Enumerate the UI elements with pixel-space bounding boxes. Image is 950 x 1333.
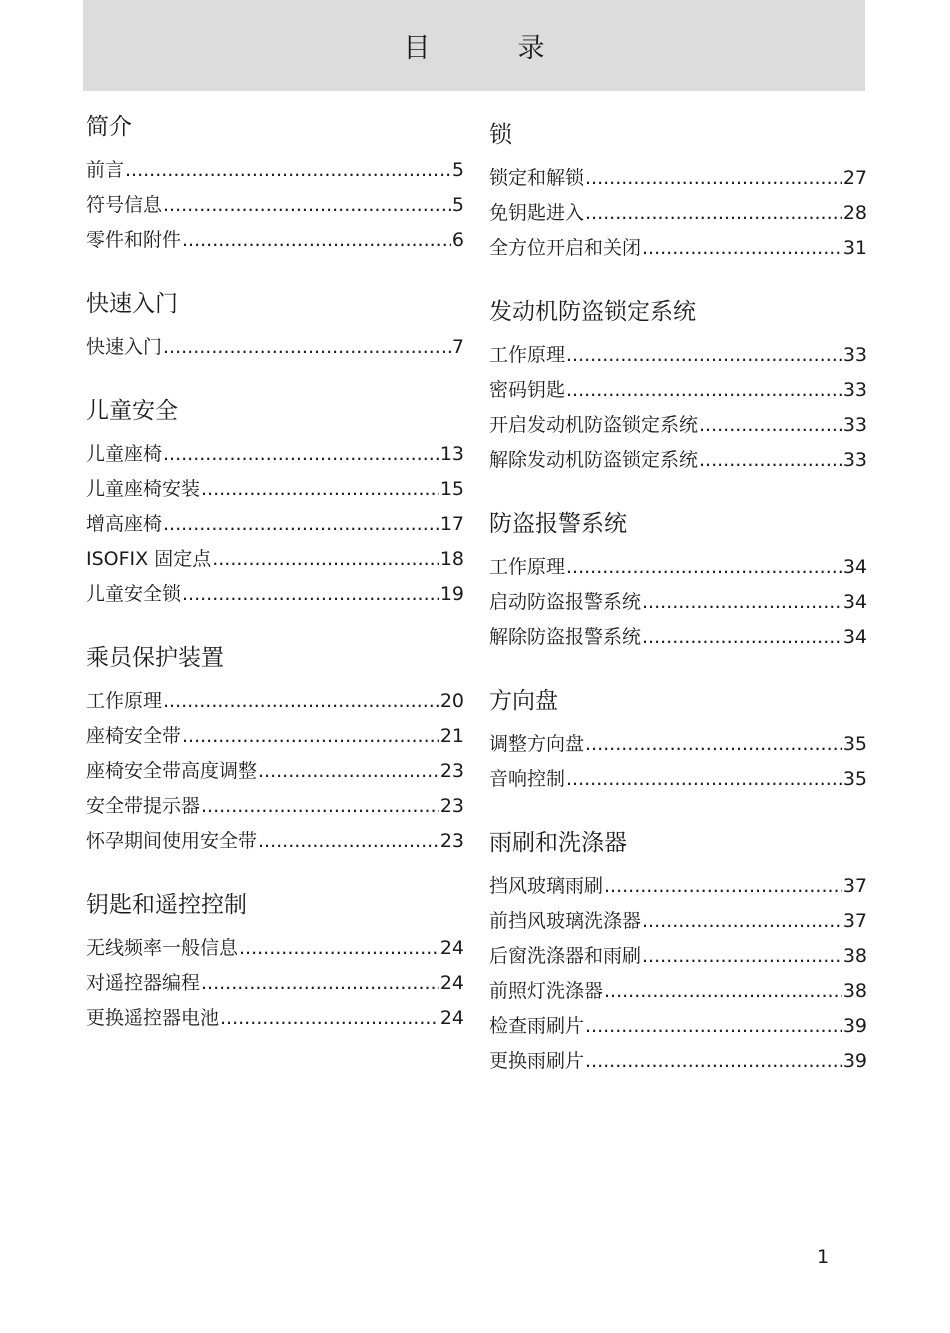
toc-section xyxy=(86,289,464,358)
toc-title: 目 录 xyxy=(403,33,575,64)
toc-entry[interactable] xyxy=(489,154,867,189)
toc-entry-label: 调整方向盘 xyxy=(489,733,585,755)
toc-entry-label: ISOFIX 固定点 xyxy=(86,548,212,570)
toc-section xyxy=(489,120,867,259)
toc-entry-page: 35 xyxy=(842,768,867,790)
toc-entry-page: 37 xyxy=(842,910,867,932)
toc-entry-label: 后窗洗涤器和雨刷 xyxy=(489,945,642,967)
toc-entry-page: 38 xyxy=(842,980,867,1002)
toc-entry-label: 更换遥控器电池 xyxy=(86,1007,220,1029)
toc-entry[interactable] xyxy=(86,782,464,817)
dot-leader xyxy=(163,690,439,712)
toc-entry-page: 5 xyxy=(451,159,464,181)
dot-leader xyxy=(699,414,842,436)
dot-leader xyxy=(182,583,439,605)
toc-entry-label: 工作原理 xyxy=(489,556,566,578)
toc-entry[interactable] xyxy=(489,224,867,259)
toc-entry[interactable] xyxy=(86,924,464,959)
dot-leader xyxy=(201,795,439,817)
page-number: 1 xyxy=(817,1246,830,1268)
section-title: 钥匙和遥控控制 xyxy=(86,892,247,918)
section-title: 发动机防盗锁定系统 xyxy=(489,299,696,325)
section-title: 儿童安全 xyxy=(86,398,178,424)
toc-entry-label: 密码钥匙 xyxy=(489,379,566,401)
dot-leader xyxy=(163,443,439,465)
dot-leader xyxy=(182,725,439,747)
toc-entry[interactable] xyxy=(489,543,867,578)
toc-entry-page: 21 xyxy=(439,725,464,747)
toc-entry[interactable] xyxy=(86,712,464,747)
toc-entry-label: 开启发动机防盗锁定系统 xyxy=(489,414,699,436)
toc-entry-page: 35 xyxy=(842,733,867,755)
toc-entry[interactable] xyxy=(86,465,464,500)
toc-section xyxy=(489,828,867,1072)
toc-entry[interactable] xyxy=(86,994,464,1029)
toc-entry[interactable] xyxy=(86,677,464,712)
toc-entry-label: 无线频率一般信息 xyxy=(86,937,239,959)
dot-leader xyxy=(585,202,842,224)
toc-entry-page: 23 xyxy=(439,760,464,782)
toc-entry-page: 28 xyxy=(842,202,867,224)
toc-entry-page: 6 xyxy=(451,229,464,251)
toc-entry[interactable] xyxy=(86,216,464,251)
section-title: 快速入门 xyxy=(86,291,178,317)
dot-leader xyxy=(604,875,842,897)
dot-leader xyxy=(201,478,439,500)
toc-entry-label: 前照灯洗涤器 xyxy=(489,980,604,1002)
dot-leader xyxy=(220,1007,439,1029)
toc-entry-page: 15 xyxy=(439,478,464,500)
toc-entry-label: 座椅安全带高度调整 xyxy=(86,760,258,782)
toc-entry-page: 34 xyxy=(842,556,867,578)
section-title: 防盗报警系统 xyxy=(489,511,627,537)
toc-entry-label: 前挡风玻璃洗涤器 xyxy=(489,910,642,932)
toc-section xyxy=(489,509,867,648)
toc-entry[interactable] xyxy=(86,181,464,216)
toc-entry-label: 免钥匙进入 xyxy=(489,202,585,224)
dot-leader xyxy=(566,556,842,578)
toc-entry-page: 27 xyxy=(842,167,867,189)
dot-leader xyxy=(642,626,842,648)
toc-entry[interactable] xyxy=(86,430,464,465)
toc-title-bar xyxy=(83,0,865,91)
toc-section xyxy=(489,686,867,790)
toc-entry[interactable] xyxy=(489,755,867,790)
section-title: 方向盘 xyxy=(489,688,558,714)
toc-entry[interactable] xyxy=(489,578,867,613)
dot-leader xyxy=(258,760,439,782)
toc-section xyxy=(86,643,464,852)
toc-entry[interactable] xyxy=(86,535,464,570)
toc-entry-page: 34 xyxy=(842,626,867,648)
toc-entry-label: 零件和附件 xyxy=(86,229,182,251)
toc-entry-page: 34 xyxy=(842,591,867,613)
section-title: 乘员保护装置 xyxy=(86,645,224,671)
toc-entry-page: 23 xyxy=(439,830,464,852)
toc-entry-label: 前言 xyxy=(86,159,125,181)
toc-entry-page: 18 xyxy=(439,548,464,570)
toc-entry-page: 17 xyxy=(439,513,464,535)
dot-leader xyxy=(566,768,842,790)
toc-entry-page: 39 xyxy=(842,1015,867,1037)
dot-leader xyxy=(642,910,842,932)
toc-entry-label: 启动防盗报警系统 xyxy=(489,591,642,613)
toc-entry-label: 对遥控器编程 xyxy=(86,972,201,994)
toc-entry-page: 39 xyxy=(842,1050,867,1072)
toc-entry-page: 13 xyxy=(439,443,464,465)
section-title: 锁 xyxy=(489,122,512,148)
toc-section xyxy=(489,297,867,471)
toc-entry-page: 38 xyxy=(842,945,867,967)
toc-section xyxy=(86,112,464,251)
toc-entry[interactable] xyxy=(489,331,867,366)
dot-leader xyxy=(163,336,451,358)
dot-leader xyxy=(585,167,842,189)
toc-entry[interactable] xyxy=(489,436,867,471)
toc-entry-page: 24 xyxy=(439,1007,464,1029)
toc-entry[interactable] xyxy=(86,959,464,994)
toc-entry[interactable] xyxy=(86,500,464,535)
toc-entry-label: 工作原理 xyxy=(489,344,566,366)
toc-entry-page: 33 xyxy=(842,344,867,366)
dot-leader xyxy=(566,344,842,366)
toc-left-column xyxy=(86,112,464,1067)
toc-entry-page: 19 xyxy=(439,583,464,605)
toc-entry[interactable] xyxy=(86,570,464,605)
toc-entry-label: 快速入门 xyxy=(86,336,163,358)
toc-entry-label: 锁定和解锁 xyxy=(489,167,585,189)
toc-entry[interactable] xyxy=(86,747,464,782)
toc-entry-page: 24 xyxy=(439,937,464,959)
toc-entry-page: 31 xyxy=(842,237,867,259)
toc-right-column xyxy=(489,120,867,1110)
toc-entry-page: 20 xyxy=(439,690,464,712)
toc-entry-label: 儿童座椅 xyxy=(86,443,163,465)
dot-leader xyxy=(604,980,842,1002)
toc-entry-label: 全方位开启和关闭 xyxy=(489,237,642,259)
dot-leader xyxy=(239,937,439,959)
toc-entry-page: 23 xyxy=(439,795,464,817)
dot-leader xyxy=(642,945,842,967)
toc-entry[interactable] xyxy=(489,897,867,932)
dot-leader xyxy=(699,449,842,471)
toc-entry-page: 33 xyxy=(842,379,867,401)
toc-entry[interactable] xyxy=(489,1037,867,1072)
toc-entry-label: 挡风玻璃雨刷 xyxy=(489,875,604,897)
toc-entry-page: 5 xyxy=(451,194,464,216)
toc-section xyxy=(86,396,464,605)
toc-entry-page: 24 xyxy=(439,972,464,994)
dot-leader xyxy=(201,972,439,994)
toc-entry-label: 工作原理 xyxy=(86,690,163,712)
toc-entry-page: 7 xyxy=(451,336,464,358)
toc-entry-label: 符号信息 xyxy=(86,194,163,216)
dot-leader xyxy=(566,379,842,401)
toc-entry[interactable] xyxy=(489,720,867,755)
dot-leader xyxy=(642,591,842,613)
toc-entry[interactable] xyxy=(489,366,867,401)
toc-entry[interactable] xyxy=(489,862,867,897)
toc-entry-label: 解除防盗报警系统 xyxy=(489,626,642,648)
dot-leader xyxy=(585,733,842,755)
dot-leader xyxy=(163,513,439,535)
toc-entry[interactable] xyxy=(489,967,867,1002)
toc-entry-label: 怀孕期间使用安全带 xyxy=(86,830,258,852)
toc-entry[interactable] xyxy=(86,146,464,181)
section-title: 简介 xyxy=(86,114,132,140)
dot-leader xyxy=(163,194,451,216)
section-title: 雨刷和洗涤器 xyxy=(489,830,627,856)
toc-entry-label: 儿童座椅安装 xyxy=(86,478,201,500)
toc-entry-label: 音响控制 xyxy=(489,768,566,790)
toc-entry-page: 37 xyxy=(842,875,867,897)
dot-leader xyxy=(642,237,842,259)
toc-entry-label: 更换雨刷片 xyxy=(489,1050,585,1072)
dot-leader xyxy=(585,1015,842,1037)
toc-section xyxy=(86,890,464,1029)
toc-entry[interactable] xyxy=(86,817,464,852)
toc-entry[interactable] xyxy=(489,401,867,436)
toc-entry-label: 解除发动机防盗锁定系统 xyxy=(489,449,699,471)
dot-leader xyxy=(258,830,439,852)
toc-entry-page: 33 xyxy=(842,449,867,471)
toc-entry[interactable] xyxy=(489,189,867,224)
toc-entry[interactable] xyxy=(489,613,867,648)
toc-entry-label: 安全带提示器 xyxy=(86,795,201,817)
dot-leader xyxy=(125,159,451,181)
toc-entry-label: 增高座椅 xyxy=(86,513,163,535)
dot-leader xyxy=(182,229,451,251)
toc-entry-label: 检查雨刷片 xyxy=(489,1015,585,1037)
toc-entry-label: 座椅安全带 xyxy=(86,725,182,747)
toc-entry[interactable] xyxy=(489,1002,867,1037)
toc-entry[interactable] xyxy=(86,323,464,358)
dot-leader xyxy=(585,1050,842,1072)
toc-entry-label: 儿童安全锁 xyxy=(86,583,182,605)
toc-entry-page: 33 xyxy=(842,414,867,436)
toc-entry[interactable] xyxy=(489,932,867,967)
dot-leader xyxy=(212,548,439,570)
